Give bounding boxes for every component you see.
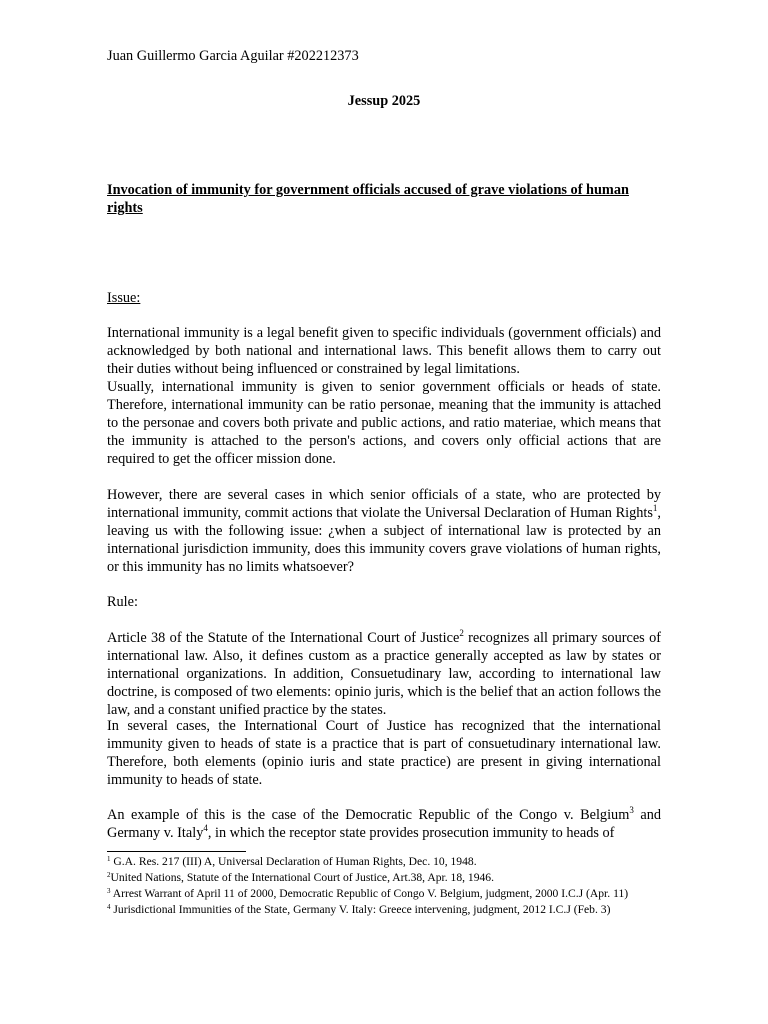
footnote-ref-4: 4	[203, 823, 208, 833]
footnote-text: Jurisdictional Immunities of the State, Germany V. Italy: Greece intervening, judgment, 2012 I.C.J (Feb. 3)	[110, 903, 611, 916]
issue-paragraph-3	[107, 486, 661, 576]
rule-paragraph-3-text-b: and Germany v. Italy	[107, 807, 661, 841]
rule-paragraph-1	[107, 629, 661, 719]
topic-title: Invocation of immunity for government officials accused of grave violations of human rights	[107, 182, 629, 216]
footnote-3	[107, 886, 663, 902]
issue-paragraph-3-text-b: , leaving us with the following issue: ¿when a subject of international law is protected by an international jurisdiction immunity, does this immunity covers grave violations of human rights, or this immunity has no limits whatsoever?	[107, 505, 661, 575]
rule-paragraph-3-text-c: , in which the receptor state provides prosecution immunity to heads of	[207, 825, 615, 841]
issue-heading: Issue:	[107, 290, 141, 306]
issue-paragraph-1: International immunity is a legal benefit given to specific individuals (government officials) and acknowledged by both national and international laws. This benefit allows them to carry out their duties without being influenced or constrained by legal limitations.	[107, 325, 661, 377]
document-title: Jessup 2025	[347, 93, 421, 109]
rule-paragraph-1-text-b: recognizes all primary sources of international law. Also, it defines custom as a practice generally accepted as law by states or international organizations. In addition, Consuetudinary law, according to international law doctrine, is composed of two elements: opinio juris, which is the belief that an action follows the law, and a constant unified practice by the states.	[107, 630, 661, 718]
footnote-4	[107, 902, 663, 918]
footnote-ref-3: 3	[629, 805, 634, 815]
footnote-ref-1: 1	[652, 503, 658, 513]
footnote-number: 1	[107, 855, 111, 863]
footnote-1	[107, 854, 663, 870]
rule-paragraph-3	[107, 806, 661, 842]
footnote-number: 2	[107, 871, 111, 879]
footnote-text: United Nations, Statute of the International Court of Justice, Art.38, Apr. 18, 1946.	[110, 871, 495, 884]
rule-paragraph-3-text-a: An example of this is the case of the Democratic Republic of the Congo v. Belgium	[107, 807, 630, 823]
footnote-text: Arrest Warrant of April 11 of 2000, Democratic Republic of Congo V. Belgium, judgment, 2000 I.C.J (Apr. 11)	[110, 887, 629, 900]
issue-paragraph-2: Usually, international immunity is given to senior government officials or heads of state. Therefore, international immunity can be ratio personae, meaning that the immunity is attached to the personae and covers both private and public actions, and ratio materiae, which means that the immunity is attached to the person's actions, and covers only official actions that are required to get the officer mission done.	[107, 379, 661, 467]
footnote-ref-2: 2	[459, 628, 464, 638]
footnotes	[107, 854, 663, 918]
footnote-number: 3	[107, 887, 111, 895]
footnote-separator	[107, 851, 246, 852]
rule-paragraph-2: In several cases, the International Court of Justice has recognized that the international immunity given to heads of state is a practice that is part of consuetudinary international law. Therefore, both elements (opinio iuris and state practice) are present in giving international immunity to heads of state.	[107, 718, 661, 788]
footnote-number: 4	[107, 903, 111, 911]
rule-heading: Rule:	[107, 594, 138, 610]
rule-paragraph-1-text-a: Article 38 of the Statute of the International Court of Justice	[107, 630, 460, 646]
author-line: Juan Guillermo Garcia Aguilar #202212373	[107, 48, 359, 64]
issue-paragraph-3-text-a: However, there are several cases in which senior officials of a state, who are protected by international immunity, commit actions that violate the Universal Declaration of Human Rights	[107, 487, 661, 521]
footnote-2	[107, 870, 663, 886]
footnote-text: G.A. Res. 217 (III) A, Universal Declaration of Human Rights, Dec. 10, 1948.	[110, 855, 477, 868]
